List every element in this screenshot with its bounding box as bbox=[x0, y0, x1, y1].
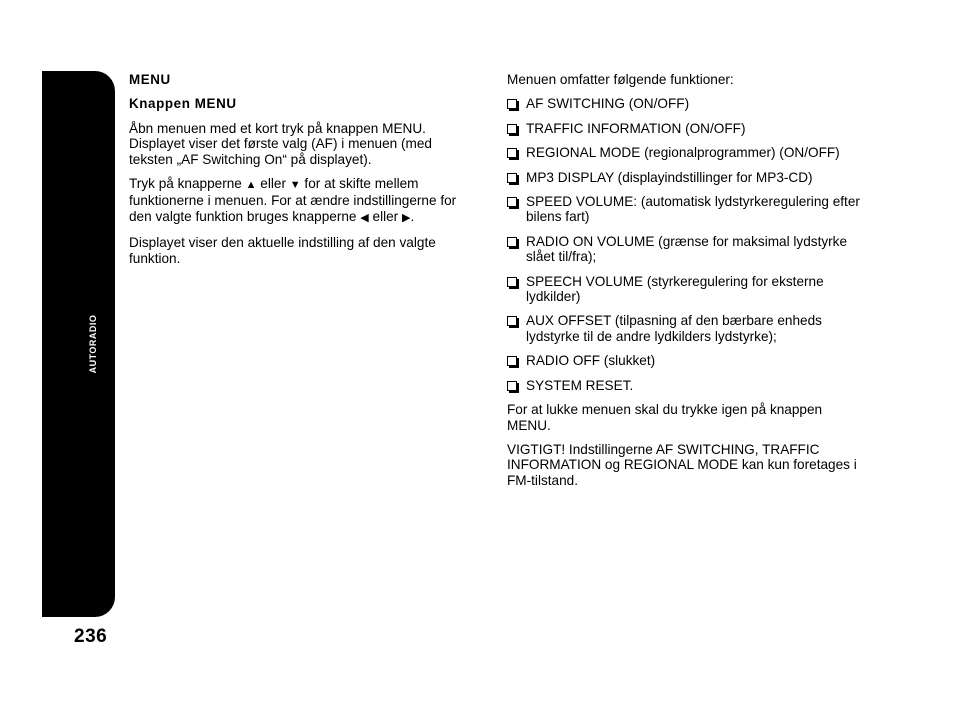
subsection-heading: Knappen MENU bbox=[129, 96, 237, 112]
section-heading: MENU bbox=[129, 72, 171, 87]
paragraph-navigate bbox=[129, 176, 474, 226]
arrow-left-icon: ◀ bbox=[360, 211, 369, 224]
paragraph-close-menu: For at lukke menuen skal du trykke igen på knappen MENU. bbox=[507, 402, 823, 433]
list-item bbox=[507, 121, 867, 136]
left-column bbox=[129, 72, 474, 275]
checkbox-bullet-icon bbox=[507, 356, 517, 366]
arrow-right-icon: ▶ bbox=[401, 211, 411, 224]
list-item-text: SPEED VOLUME: (automatisk lydstyrkeregulering efter bilens fart) bbox=[526, 194, 860, 225]
paragraph-display: Displayet viser den aktuelle indstilling af den valgte funktion. bbox=[129, 235, 436, 266]
list-item bbox=[507, 353, 867, 368]
list-item-text: TRAFFIC INFORMATION (ON/OFF) bbox=[526, 120, 746, 136]
checkbox-bullet-icon bbox=[507, 99, 517, 109]
checkbox-bullet-icon bbox=[507, 148, 517, 158]
list-item bbox=[507, 378, 867, 393]
page-number: 236 bbox=[74, 626, 108, 647]
text-fragment: eller bbox=[368, 208, 402, 224]
list-intro: Menuen omfatter følgende funktioner: bbox=[507, 72, 734, 87]
list-item bbox=[507, 194, 867, 225]
list-item-text: RADIO ON VOLUME (grænse for maksimal lydstyrke slået til/fra); bbox=[526, 233, 848, 265]
checkbox-bullet-icon bbox=[507, 124, 517, 134]
checkbox-bullet-icon bbox=[507, 277, 517, 287]
list-item-text: RADIO OFF (slukket) bbox=[526, 353, 656, 369]
checkbox-bullet-icon bbox=[507, 197, 517, 207]
list-item-text: AUX OFFSET (tilpasning af den bærbare enheds lydstyrke til de andre lydkilders lydstyrke); bbox=[526, 313, 822, 344]
list-item bbox=[507, 170, 867, 185]
list-item bbox=[507, 96, 867, 111]
arrow-up-icon: ▲ bbox=[245, 179, 257, 192]
list-item bbox=[507, 274, 867, 305]
paragraph-warning: VIGTIGT! Indstillingerne AF SWITCHING, TRAFFIC INFORMATION og REGIONAL MODE kan kun foretages i FM-tilstand. bbox=[507, 441, 857, 488]
list-item bbox=[507, 145, 867, 160]
text-fragment: . bbox=[410, 208, 415, 224]
checkbox-bullet-icon bbox=[507, 237, 517, 247]
paragraph-open-menu: Åbn menuen med et kort tryk på knappen MENU. Displayet viser det første valg (AF) i menuen (med teksten „AF Switching On“ på displayet). bbox=[129, 120, 432, 167]
list-item-text: MP3 DISPLAY (displayindstillinger for MP3-CD) bbox=[526, 169, 813, 185]
text-fragment: eller bbox=[256, 176, 290, 192]
checkbox-bullet-icon bbox=[507, 173, 517, 183]
list-item bbox=[507, 313, 867, 344]
list-item bbox=[507, 234, 867, 265]
text-fragment: for at skifte mellem funktionerne i menuen. For at ændre indstillingerne for den valgte funktion bruges knapperne bbox=[129, 176, 457, 224]
list-item-text: REGIONAL MODE (regionalprogrammer) (ON/OFF) bbox=[526, 145, 840, 161]
side-tab bbox=[42, 71, 115, 617]
side-tab-label: AUTORADIO bbox=[88, 314, 98, 374]
list-item-text: AF SWITCHING (ON/OFF) bbox=[526, 96, 690, 112]
arrow-down-icon: ▼ bbox=[289, 179, 301, 192]
list-item-text: SPEECH VOLUME (styrkeregulering for eksterne lydkilder) bbox=[526, 273, 824, 305]
checkbox-bullet-icon bbox=[507, 381, 517, 391]
function-list bbox=[507, 96, 867, 393]
checkbox-bullet-icon bbox=[507, 316, 517, 326]
text-fragment: Tryk på knapperne bbox=[129, 176, 246, 192]
right-column bbox=[507, 72, 867, 497]
list-item-text: SYSTEM RESET. bbox=[526, 377, 634, 393]
